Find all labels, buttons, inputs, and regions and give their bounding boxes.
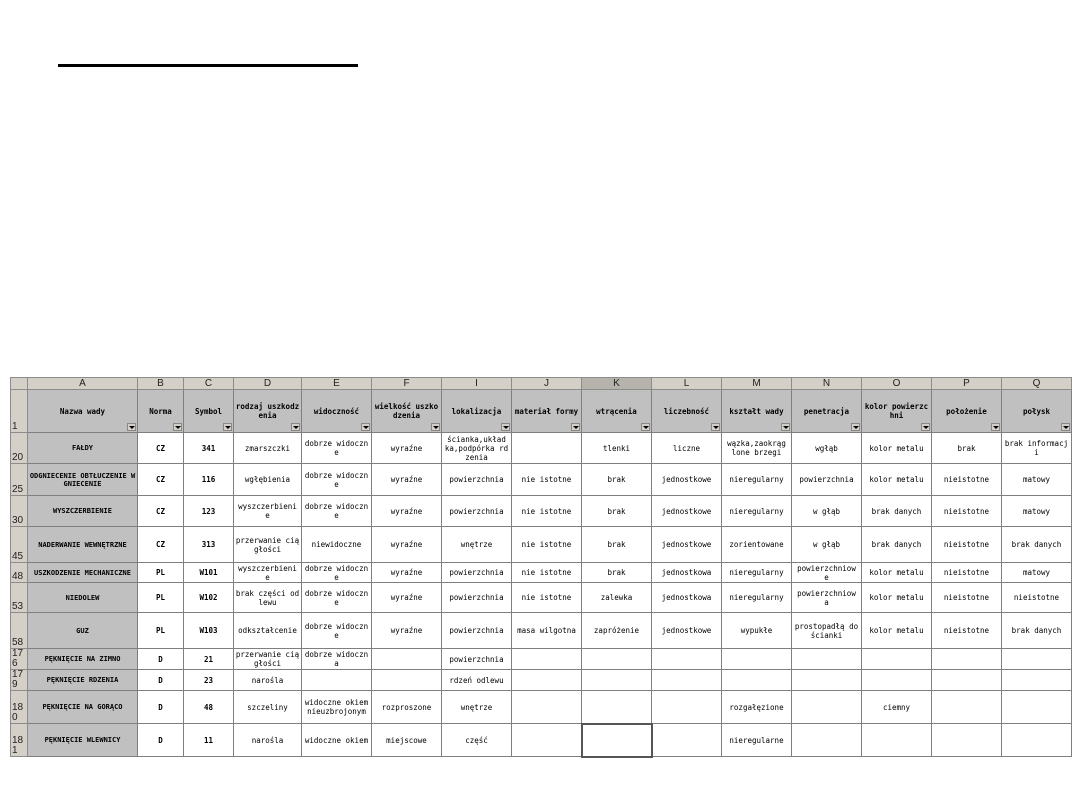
table-cell[interactable]: wyraźne [372, 613, 442, 649]
table-cell[interactable]: przerwanie ciągłości [234, 527, 302, 563]
table-cell[interactable]: rozproszone [372, 691, 442, 724]
table-cell[interactable] [512, 691, 582, 724]
table-cell[interactable]: 341 [184, 433, 234, 464]
table-cell[interactable] [512, 724, 582, 757]
table-cell[interactable]: brak [582, 563, 652, 583]
table-row [11, 563, 1072, 583]
table-cell[interactable]: powierzchnia [792, 464, 862, 496]
table-cell[interactable]: matowy [1002, 464, 1072, 496]
table-cell[interactable] [652, 724, 722, 757]
table-cell[interactable]: narośla [234, 724, 302, 757]
table-cell[interactable]: wyraźne [372, 583, 442, 613]
table-cell[interactable]: matowy [1002, 563, 1072, 583]
table-row [11, 649, 1072, 670]
defect-name-cell[interactable]: PĘKNIĘCIE WLEWNICY [28, 724, 138, 757]
table-cell[interactable]: jednostkowa [652, 583, 722, 613]
table-cell[interactable]: PL [138, 583, 184, 613]
table-cell[interactable] [372, 649, 442, 670]
filter-dropdown-icon[interactable] [711, 423, 720, 431]
table-cell[interactable]: wnętrze [442, 527, 512, 563]
table-cell[interactable]: w głąb [792, 496, 862, 527]
table-row [11, 433, 1072, 464]
table-cell[interactable]: ścianka,układ ka,podpórka rdzenia [442, 433, 512, 464]
table-cell[interactable] [512, 433, 582, 464]
table-cell[interactable]: brak danych [1002, 613, 1072, 649]
table-cell[interactable]: wypukłe [722, 613, 792, 649]
table-cell[interactable]: nie istotne [512, 583, 582, 613]
column-header-B[interactable]: B [138, 378, 184, 390]
table-cell[interactable]: rdzeń odlewu [442, 670, 512, 691]
row-number[interactable]: 53 [11, 583, 28, 613]
table-cell[interactable]: wgłębienia [234, 464, 302, 496]
title-underline [58, 64, 358, 67]
field-header-row [11, 390, 1072, 433]
column-header-C[interactable]: C [184, 378, 234, 390]
field-header[interactable]: wtrącenia [582, 390, 652, 433]
table-row [11, 527, 1072, 563]
table-cell[interactable]: W103 [184, 613, 234, 649]
table-cell[interactable]: nieistotne [932, 496, 1002, 527]
table-cell[interactable]: zapróżenie [582, 613, 652, 649]
filter-dropdown-icon[interactable] [501, 423, 510, 431]
table-cell[interactable]: D [138, 649, 184, 670]
table-cell[interactable]: powierzchnia [442, 583, 512, 613]
table-cell[interactable] [372, 670, 442, 691]
table-cell[interactable]: kolor metalu [862, 563, 932, 583]
field-header[interactable]: kształt wady [722, 390, 792, 433]
table-cell[interactable]: zmarszczki [234, 433, 302, 464]
table-cell[interactable]: brak danych [862, 496, 932, 527]
table-cell[interactable]: nieistotne [932, 464, 1002, 496]
table-cell[interactable]: wyszczerbieni e [234, 563, 302, 583]
table-cell[interactable]: jednostkowa [652, 563, 722, 583]
table-cell[interactable]: CZ [138, 464, 184, 496]
table-cell[interactable] [582, 670, 652, 691]
column-header-N[interactable]: N [792, 378, 862, 390]
table-cell[interactable]: kolor metalu [862, 433, 932, 464]
table-cell[interactable]: szczeliny [234, 691, 302, 724]
row-number[interactable]: 25 [11, 464, 28, 496]
table-cell[interactable]: wyraźne [372, 563, 442, 583]
defect-name-cell[interactable]: PĘKNIĘCIE RDZENIA [28, 670, 138, 691]
filter-dropdown-icon[interactable] [921, 423, 930, 431]
column-header-L[interactable]: L [652, 378, 722, 390]
defect-name-cell[interactable]: FAŁDY [28, 433, 138, 464]
field-header[interactable]: penetracja [792, 390, 862, 433]
table-cell[interactable]: narośla [234, 670, 302, 691]
table-cell[interactable] [932, 724, 1002, 757]
table-cell[interactable]: nieregularne [722, 724, 792, 757]
row-number[interactable]: 1 [11, 390, 28, 433]
table-cell[interactable]: powierzchnia [442, 496, 512, 527]
field-header[interactable]: połysk [1002, 390, 1072, 433]
table-cell[interactable]: część [442, 724, 512, 757]
table-cell[interactable] [792, 649, 862, 670]
table-cell[interactable] [792, 691, 862, 724]
table-cell[interactable] [862, 649, 932, 670]
row-number[interactable]: 179 [11, 670, 28, 691]
table-row [11, 583, 1072, 613]
table-cell[interactable]: 313 [184, 527, 234, 563]
table-cell[interactable]: 11 [184, 724, 234, 757]
table-cell[interactable] [722, 649, 792, 670]
table-cell[interactable]: nieistotne [932, 563, 1002, 583]
field-header[interactable]: rodzaj uszkodzenia [234, 390, 302, 433]
column-header-D[interactable]: D [234, 378, 302, 390]
table-cell[interactable]: masa wilgotna [512, 613, 582, 649]
table-cell[interactable] [512, 649, 582, 670]
filter-dropdown-icon[interactable] [223, 423, 232, 431]
row-number[interactable]: 20 [11, 433, 28, 464]
defect-name-cell[interactable]: GUZ [28, 613, 138, 649]
table-cell[interactable]: wyszczerbieni e [234, 496, 302, 527]
table-cell[interactable]: 48 [184, 691, 234, 724]
table-cell[interactable]: powierzchnia [442, 649, 512, 670]
row-number[interactable]: 181 [11, 724, 28, 757]
table-cell[interactable] [862, 724, 932, 757]
table-cell[interactable] [652, 670, 722, 691]
table-cell[interactable]: nie istotne [512, 464, 582, 496]
field-header[interactable]: lokalizacja [442, 390, 512, 433]
column-header-K[interactable]: K [582, 378, 652, 390]
table-cell[interactable]: D [138, 670, 184, 691]
defect-name-cell[interactable]: PĘKNIĘCIE NA GORĄCO [28, 691, 138, 724]
table-cell[interactable]: nieregularny [722, 583, 792, 613]
filter-dropdown-icon[interactable] [851, 423, 860, 431]
table-cell[interactable]: nie istotne [512, 563, 582, 583]
table-cell[interactable]: 116 [184, 464, 234, 496]
filter-dropdown-icon[interactable] [571, 423, 580, 431]
field-header[interactable]: położenie [932, 390, 1002, 433]
table-cell[interactable]: nieistotne [932, 527, 1002, 563]
table-cell[interactable]: kolor metalu [862, 583, 932, 613]
filter-dropdown-icon[interactable] [1061, 423, 1070, 431]
table-row [11, 724, 1072, 757]
table-cell[interactable] [1002, 691, 1072, 724]
table-cell[interactable]: dobrze widoczna [302, 649, 372, 670]
field-header[interactable]: wielkość uszkodzenia [372, 390, 442, 433]
table-row [11, 613, 1072, 649]
table-cell[interactable] [582, 691, 652, 724]
column-header-I[interactable]: I [442, 378, 512, 390]
table-cell[interactable]: w głąb [792, 527, 862, 563]
table-cell[interactable] [932, 649, 1002, 670]
column-header-E[interactable]: E [302, 378, 372, 390]
select-all-corner[interactable] [11, 378, 28, 390]
table-cell[interactable]: wyraźne [372, 464, 442, 496]
table-cell[interactable]: rozgałęzione [722, 691, 792, 724]
table-cell[interactable]: brak danych [862, 527, 932, 563]
table-cell[interactable]: kolor metalu [862, 464, 932, 496]
table-cell[interactable]: brak [582, 527, 652, 563]
row-number[interactable]: 45 [11, 527, 28, 563]
table-cell[interactable]: D [138, 724, 184, 757]
field-header[interactable]: widoczność [302, 390, 372, 433]
table-cell[interactable]: powierzchnia [442, 563, 512, 583]
table-cell[interactable]: brak [582, 464, 652, 496]
filter-dropdown-icon[interactable] [291, 423, 300, 431]
table-cell[interactable]: PL [138, 613, 184, 649]
field-header[interactable]: Nazwa wady [28, 390, 138, 433]
row-number[interactable]: 176 [11, 649, 28, 670]
filter-dropdown-icon[interactable] [641, 423, 650, 431]
table-cell[interactable]: CZ [138, 527, 184, 563]
table-cell[interactable]: jednostkowe [652, 464, 722, 496]
table-cell[interactable]: nie istotne [512, 496, 582, 527]
table-cell[interactable]: CZ [138, 496, 184, 527]
table-cell[interactable]: brak [932, 433, 1002, 464]
column-header-F[interactable]: F [372, 378, 442, 390]
filter-dropdown-icon[interactable] [431, 423, 440, 431]
table-cell[interactable] [792, 724, 862, 757]
spreadsheet-grid[interactable] [10, 377, 1082, 756]
row-number[interactable]: 58 [11, 613, 28, 649]
table-cell[interactable]: dobrze widoczne [302, 583, 372, 613]
table-cell[interactable] [582, 724, 652, 757]
field-header[interactable]: Symbol [184, 390, 234, 433]
table-cell[interactable] [932, 691, 1002, 724]
table-cell[interactable] [652, 649, 722, 670]
field-header[interactable]: materiał formy [512, 390, 582, 433]
defect-name-cell[interactable]: NIEDOLEW [28, 583, 138, 613]
table-cell[interactable]: liczne [652, 433, 722, 464]
column-header-row [11, 378, 1072, 390]
table-cell[interactable]: W102 [184, 583, 234, 613]
table-cell[interactable]: wązka,zaokrąg lone brzegi [722, 433, 792, 464]
field-header[interactable]: kolor powierzchni [862, 390, 932, 433]
table-cell[interactable] [862, 670, 932, 691]
table-cell[interactable]: powierzchnia [442, 613, 512, 649]
table-cell[interactable]: miejscowe [372, 724, 442, 757]
table-cell[interactable]: niewidoczne [302, 527, 372, 563]
table-row [11, 496, 1072, 527]
table-cell[interactable]: powierzchnia [442, 464, 512, 496]
column-header-O[interactable]: O [862, 378, 932, 390]
table-cell[interactable] [582, 649, 652, 670]
table-cell[interactable]: 23 [184, 670, 234, 691]
table-cell[interactable]: nieistotne [932, 583, 1002, 613]
table-cell[interactable]: brak [582, 496, 652, 527]
table-cell[interactable]: brak części odlewu [234, 583, 302, 613]
table-cell[interactable] [1002, 670, 1072, 691]
table-cell[interactable]: prostopadłą do ścianki [792, 613, 862, 649]
defect-name-cell[interactable]: WYSZCZERBIENIE [28, 496, 138, 527]
table-cell[interactable]: D [138, 691, 184, 724]
table-cell[interactable] [1002, 649, 1072, 670]
table-cell[interactable]: nie istotne [512, 527, 582, 563]
table-cell[interactable]: dobrze widoczne [302, 563, 372, 583]
filter-dropdown-icon[interactable] [991, 423, 1000, 431]
table-cell[interactable]: kolor metalu [862, 613, 932, 649]
table-cell[interactable]: dobrze widoczne [302, 613, 372, 649]
table-cell[interactable] [932, 670, 1002, 691]
table-cell[interactable]: jednostkowe [652, 527, 722, 563]
table-row [11, 670, 1072, 691]
column-header-P[interactable]: P [932, 378, 1002, 390]
defect-name-cell[interactable]: ODGNIECENIE OBTŁUCZENIE WGNIECENIE [28, 464, 138, 496]
table-cell[interactable]: powierzchniow e [792, 563, 862, 583]
filter-dropdown-icon[interactable] [361, 423, 370, 431]
column-header-Q[interactable]: Q [1002, 378, 1072, 390]
column-header-A[interactable]: A [28, 378, 138, 390]
table-cell[interactable]: nieistotne [1002, 583, 1072, 613]
table-cell[interactable]: 21 [184, 649, 234, 670]
table-cell[interactable]: jednostkowe [652, 496, 722, 527]
field-header[interactable]: liczebność [652, 390, 722, 433]
row-number[interactable]: 30 [11, 496, 28, 527]
table-cell[interactable]: brak informacji [1002, 433, 1072, 464]
table-cell[interactable]: CZ [138, 433, 184, 464]
table-cell[interactable]: wgłąb [792, 433, 862, 464]
table-cell[interactable]: zalewka [582, 583, 652, 613]
table-cell[interactable]: dobrze widoczne [302, 496, 372, 527]
table-cell[interactable]: wyraźne [372, 496, 442, 527]
table-cell[interactable]: przerwanie ciągłości [234, 649, 302, 670]
data-table [10, 377, 1072, 758]
table-cell[interactable] [512, 670, 582, 691]
table-cell[interactable] [1002, 724, 1072, 757]
table-cell[interactable] [722, 670, 792, 691]
row-number[interactable]: 48 [11, 563, 28, 583]
table-cell[interactable]: W101 [184, 563, 234, 583]
table-cell[interactable]: ciemny [862, 691, 932, 724]
table-cell[interactable] [302, 670, 372, 691]
table-cell[interactable]: widoczne okiem [302, 724, 372, 757]
defect-name-cell[interactable]: NADERWANIE WEWNĘTRZNE [28, 527, 138, 563]
table-row [11, 464, 1072, 496]
table-cell[interactable]: dobrze widoczne [302, 433, 372, 464]
table-cell[interactable]: widoczne okiem nieuzbrojonym [302, 691, 372, 724]
defect-name-cell[interactable]: USZKODZENIE MECHANICZNE [28, 563, 138, 583]
filter-dropdown-icon[interactable] [781, 423, 790, 431]
table-cell[interactable]: PL [138, 563, 184, 583]
table-cell[interactable]: nieistotne [932, 613, 1002, 649]
column-header-M[interactable]: M [722, 378, 792, 390]
filter-dropdown-icon[interactable] [127, 423, 136, 431]
filter-dropdown-icon[interactable] [173, 423, 182, 431]
field-header[interactable]: Norma [138, 390, 184, 433]
table-cell[interactable]: tlenki [582, 433, 652, 464]
defect-name-cell[interactable]: PĘKNIĘCIE NA ZIMNO [28, 649, 138, 670]
table-cell[interactable]: 123 [184, 496, 234, 527]
column-header-J[interactable]: J [512, 378, 582, 390]
table-cell[interactable]: brak danych [1002, 527, 1072, 563]
table-cell[interactable]: jednostkowe [652, 613, 722, 649]
table-cell[interactable]: wyraźne [372, 433, 442, 464]
table-cell[interactable] [652, 691, 722, 724]
table-cell[interactable]: nieregularny [722, 496, 792, 527]
row-number[interactable]: 180 [11, 691, 28, 724]
table-cell[interactable]: wnętrze [442, 691, 512, 724]
table-cell[interactable]: odkształcenie [234, 613, 302, 649]
table-cell[interactable]: zorientowane [722, 527, 792, 563]
table-row [11, 691, 1072, 724]
table-cell[interactable]: nieregularny [722, 464, 792, 496]
table-cell[interactable] [792, 670, 862, 691]
table-cell[interactable]: wyraźne [372, 527, 442, 563]
table-cell[interactable]: powierzchniow a [792, 583, 862, 613]
table-cell[interactable]: nieregularny [722, 563, 792, 583]
table-cell[interactable]: matowy [1002, 496, 1072, 527]
table-cell[interactable]: dobrze widoczne [302, 464, 372, 496]
